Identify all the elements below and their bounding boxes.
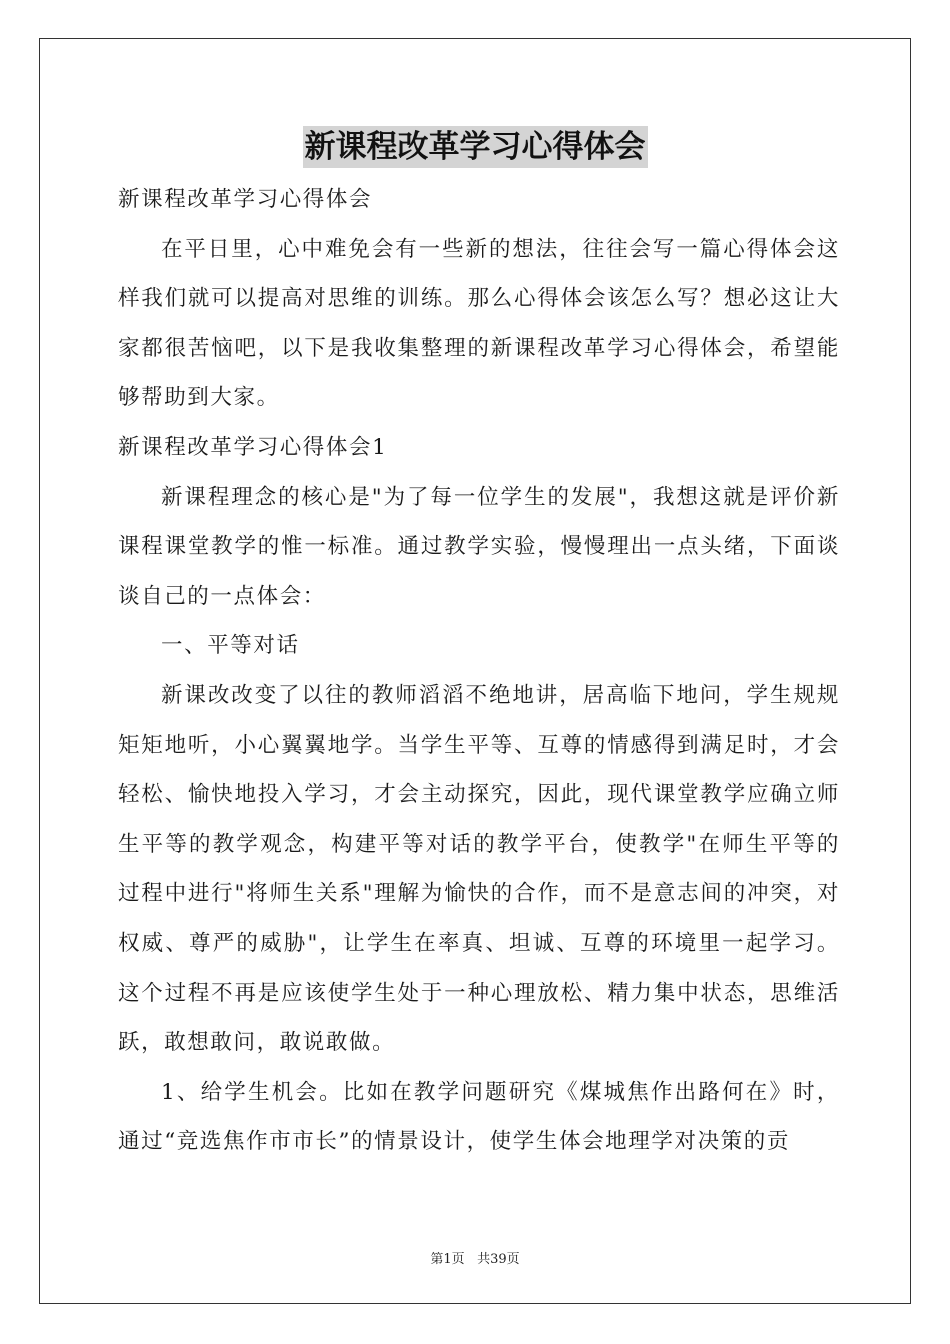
paragraph-reform-detail: 新课改改变了以往的教师滔滔不绝地讲，居高临下地问，学生规规矩矩地听，小心翼翼地学。当学生平等、互尊的情感得到满足时，才会轻松、愉快地投入学习，才会主动探究，因此，现代课堂教学应确立师生平等的教学观念，构建平等对话的教学平台，使教学"在师生平等的过程中进行"将师生关系"理解为愉快的合作，而不是意志间的冲突，对权威、尊严的威胁"，让学生在率真、坦诚、互尊的环境里一起学习。这个过程不再是应该使学生处于一种心理放松、精力集中状态，思维活跃，敢想敢问，敢说敢做。 <box>118 682 840 1056</box>
document-title: 新课程改革学习心得体会 <box>303 126 648 168</box>
paragraph-give-opportunity: 1、给学生机会。比如在教学问题研究《煤城焦作出路何在》时，通过“竞选焦作市市长”的情景设计，使学生体会地理学对决策的贡 <box>118 1079 840 1155</box>
page-number: 第1页 <box>430 1252 465 1267</box>
paragraph-section-heading: 新课程改革学习心得体会1 <box>118 434 388 460</box>
paragraph-subheading-equal-dialogue: 一、平等对话 <box>161 633 300 659</box>
document-body <box>118 175 840 1167</box>
total-pages: 共39页 <box>477 1252 520 1267</box>
paragraph-intro: 在平日里，心中难免会有一些新的想法，往往会写一篇心得体会这样我们就可以提高对思维的训练。那么心得体会该怎么写？想必这让大家都很苦恼吧，以下是我收集整理的新课程改革学习心得体会，希望能够帮助到大家。 <box>118 236 840 411</box>
paragraph-core-idea: 新课程理念的核心是"为了每一位学生的发展"，我想这就是评价新课程课堂教学的惟一标准。通过教学实验，慢慢理出一点头绪，下面谈谈自己的一点体会： <box>118 484 840 609</box>
page-footer <box>0 1248 950 1267</box>
paragraph-subtitle: 新课程改革学习心得体会 <box>118 187 373 212</box>
title-container <box>0 126 950 168</box>
